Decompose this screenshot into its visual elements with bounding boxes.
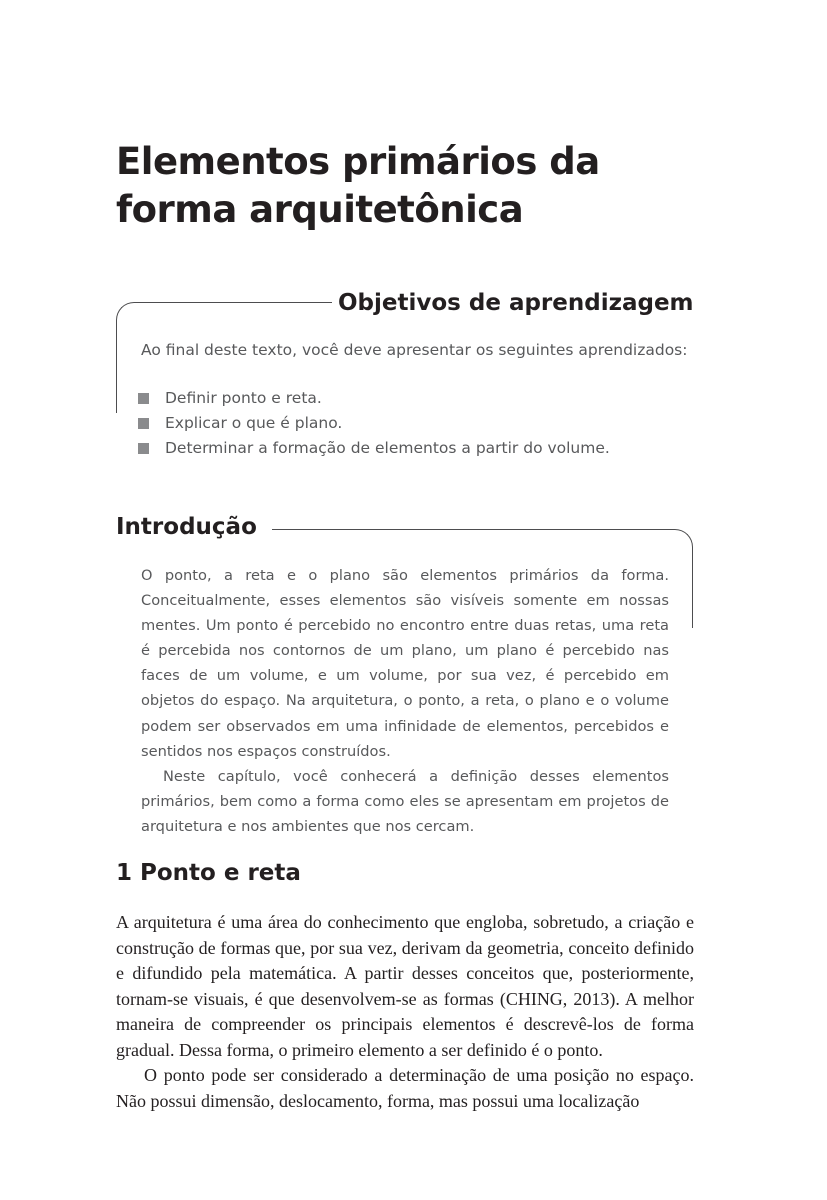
objective-item [138, 411, 610, 436]
objective-item [138, 436, 610, 461]
square-bullet-icon [138, 418, 149, 429]
objectives-intro: Ao final deste texto, você deve apresentar os seguintes aprendizados: [141, 341, 688, 359]
section-paragraph: A arquitetura é uma área do conhecimento que engloba, sobretudo, a criação e construção de formas que, por sua vez, derivam da geometria, conceito definido e difundido pela matemática. A partir desses conceitos que, posteriormente, tornam-se visuais, é que desenvolvem-se as formas (CHING, 2013). A melhor maneira de compreender os principais elementos é descrevê-los de forma gradual. Dessa forma, o primeiro elemento a ser definido é o ponto. [116, 912, 694, 1060]
objective-item-text: Explicar o que é plano. [165, 414, 343, 432]
objective-item-text: Definir ponto e reta. [165, 389, 322, 407]
chapter-title [116, 138, 756, 234]
chapter-title-line-2: forma arquitetônica [116, 188, 524, 231]
objective-item [138, 386, 610, 411]
section-heading: 1 Ponto e reta [116, 860, 301, 886]
objective-item-text: Determinar a formação de elementos a partir do volume. [165, 439, 610, 457]
introduction-body [141, 563, 669, 839]
objectives-heading: Objetivos de aprendizagem [338, 290, 694, 316]
square-bullet-icon [138, 393, 149, 404]
introduction-heading: Introdução [116, 514, 257, 540]
section-paragraph: O ponto pode ser considerado a determinação de uma posição no espaço. Não possui dimensão, deslocamento, forma, mas possui uma localização [116, 1065, 694, 1111]
objectives-list [138, 386, 610, 461]
square-bullet-icon [138, 443, 149, 454]
section-body [116, 910, 694, 1114]
introduction-paragraph: O ponto, a reta e o plano são elementos primários da forma. Conceitualmente, esses elementos são visíveis somente em nossas mentes. Um ponto é percebido no encontro entre duas retas, uma reta é percebida nos contornos de um plano, um plano é percebido nas faces de um volume, e um volume, por sua vez, é percebido em objetos do espaço. Na arquitetura, o ponto, a reta, o plano e o volume podem ser observados em uma infinidade de elementos, percebidos e sentidos nos espaços construídos. [141, 567, 669, 760]
chapter-title-line-1: Elementos primários da [116, 140, 600, 183]
introduction-paragraph: Neste capítulo, você conhecerá a definição desses elementos primários, bem como a forma como eles se apresentam em projetos de arquitetura e nos ambientes que nos cercam. [141, 767, 669, 835]
